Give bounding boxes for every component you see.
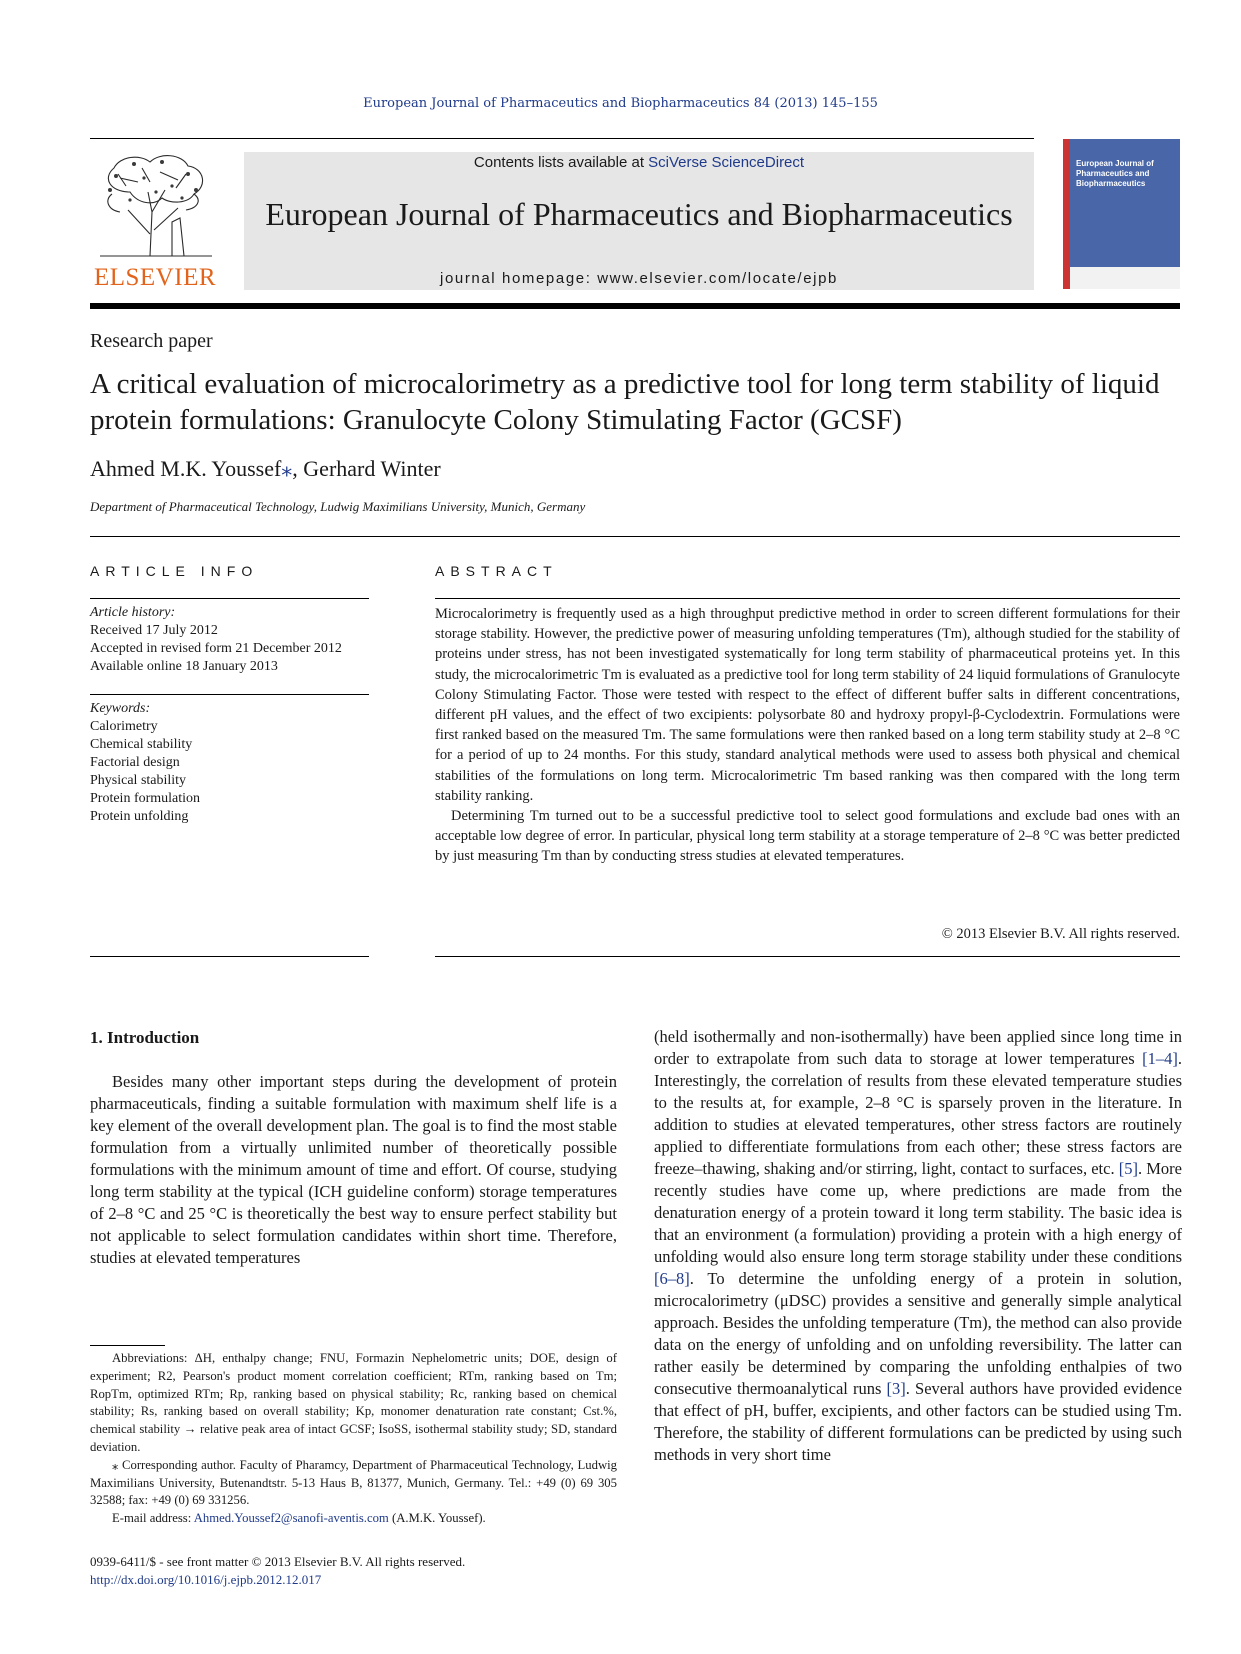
abstract-heading: ABSTRACT [435, 563, 558, 579]
abbreviations-footnote: Abbreviations: ΔH, enthalpy change; FNU, Formazin Nephelometric units; DOE, design of experiment; R2, Pearson's product moment correlation coefficient; RTm, ranking based on Tm; RopTm, optimized RTm; Rp, ranking based on physical stability; Rc, ranking based on chemical stability; Rs, ranking based on overall stability; Kp, monomer denaturation rate constant; Cst.%, chemical stability → relative peak area of intact GCSF; IsoSS, isothermal stability study; SD, standard deviation. [90, 1351, 617, 1454]
author-separator: , [292, 456, 304, 481]
history-label: Article history: [90, 605, 176, 620]
journal-citation[interactable]: European Journal of Pharmaceutics and Biopharmaceutics 84 (2013) 145–155 [363, 96, 878, 111]
footnote-rule [90, 1345, 165, 1346]
section-heading: 1. Introduction [90, 1028, 200, 1047]
journal-banner [244, 152, 1034, 290]
body-paragraph [654, 1026, 1182, 1466]
abstract-body [435, 604, 1180, 867]
keyword: Factorial design [90, 755, 180, 770]
divider [90, 956, 369, 957]
body-text: . Several authors have provided evidence that effect of pH, buffer, excipients, and other factors can be studied using Tm. Therefore, the stability of different formulations can be predicted by using such methods in very short time [654, 1379, 1182, 1464]
divider [435, 598, 1180, 599]
contents-prefix: Contents lists available at [473, 154, 649, 171]
keyword: Chemical stability [90, 737, 193, 752]
publisher-name: ELSEVIER [93, 264, 217, 291]
body-column-left [90, 1071, 617, 1269]
reference-link[interactable]: [1–4] [1142, 1049, 1178, 1068]
keywords-label: Keywords: [90, 701, 151, 716]
article-history [90, 604, 342, 676]
affiliation: Department of Pharmaceutical Technology, Ludwig Maximilians University, Munich, Germany [90, 499, 586, 514]
journal-cover [1063, 139, 1180, 289]
email-footnote [90, 1510, 617, 1528]
corresponding-author-footnote: ⁎ Corresponding author. Faculty of Pharamcy, Department of Pharmaceutical Technology, Ludwig Maximilians University, Butenandtstr. 5-13 Haus B, 81377, Munich, Germany. Tel.: +49 (0) 69 305 32588; fax: +49 (0) 69 331256. [90, 1457, 617, 1508]
issn-line: 0939-6411/$ - see front matter © 2013 Elsevier B.V. All rights reserved. [90, 1554, 466, 1569]
divider [435, 956, 1180, 957]
body-text: . To determine the unfolding energy of a protein in solution, microcalorimetry (μDSC) provides a sensitive and generally simple analytical approach. Besides the unfolding temperature (Tm), the method can also provide data on the energy of unfolding and on unfolding reversibility. The latter can rather easily be determined by comparing the unfolding enthalpies of two consecutive thermoanalytical runs [654, 1269, 1182, 1398]
email-label: E-mail address: [112, 1511, 194, 1526]
article-info-heading: ARTICLE INFO [90, 563, 259, 579]
body-text: (held isothermally and non-isothermally) have been applied since long time in order to extrapolate from such data to storage at lower temperatures [654, 1027, 1182, 1068]
divider [90, 536, 1180, 537]
front-matter-footer [90, 1553, 465, 1589]
body-paragraph: Besides many other important steps during the development of protein pharmaceuticals, finding a suitable formulation with maximum shelf life is a key element of the overall development plan. The goal is to find the most stable formulation from a virtually unlimited number of theoretically possible formulations with the minimum amount of time and effort. Of course, studying long term stability at the typical (ICH guideline conform) storage temperatures of 2–8 °C and 25 °C is theoretically the best way to ensure perfect stability but not applicable to select formulation candidates within short time. Therefore, studies at elevated temperatures [90, 1072, 617, 1267]
keyword: Calorimetry [90, 719, 158, 734]
received-date: Received 17 July 2012 [90, 623, 218, 638]
elsevier-logo [90, 152, 220, 292]
reference-link[interactable]: [3] [886, 1379, 906, 1398]
body-column-right [654, 1026, 1182, 1466]
divider [90, 598, 369, 599]
keywords-block [90, 700, 200, 826]
header-thick-rule [90, 303, 1180, 309]
corresponding-marker[interactable]: ⁎ [281, 456, 293, 481]
keyword: Protein unfolding [90, 809, 189, 824]
accepted-date: Accepted in revised form 21 December 2012 [90, 641, 342, 656]
body-text: . Interestingly, the correlation of results from these elevated temperature studies to the results at, for example, 2–8 °C is sparsely proven in the literature. In addition to studies at elevated temperatures, other stress factors are routinely applied to differentiate formulations from each other; these stress factors are freeze–thawing, shaking and/or stirring, light, contact to surfaces, etc. [654, 1049, 1182, 1178]
email-suffix: (A.M.K. Youssef). [388, 1511, 486, 1526]
header-rule [90, 138, 1034, 139]
author-1: Ahmed M.K. Youssef [90, 456, 282, 481]
online-date: Available online 18 January 2013 [90, 659, 278, 674]
divider [90, 694, 369, 695]
body-text: . More recently studies have come up, where predictions are made from the denaturation energy of a protein toward it long term stability. The basic idea is that an environment (a formulation) providing a protein with a high energy of unfolding would also ensure long term storage stability under these conditions [654, 1159, 1182, 1266]
keyword: Physical stability [90, 773, 187, 788]
author-2: Gerhard Winter [303, 456, 441, 481]
tree-icon [90, 152, 220, 260]
abstract-copyright: © 2013 Elsevier B.V. All rights reserved. [941, 926, 1180, 942]
cover-title: European Journal of Pharmaceutics and Biopharmaceutics [1076, 159, 1154, 188]
author-list [90, 456, 441, 482]
article-title: A critical evaluation of microcalorimetry as a predictive tool for long term stability of liquid protein formulations: Granulocyte Colony Stimulating Factor (GCSF) [90, 368, 1160, 436]
reference-link[interactable]: [5] [1118, 1159, 1138, 1178]
abstract-paragraph: Microcalorimetry is frequently used as a high throughput predictive method in order to screen different formulations for their storage stability. However, the predictive power of measuring unfolding temperatures (Tm), although studied for the stability of proteins under stress, has not been investigated systematically for long term stability of pharmaceutical proteins yet. In this study, the microcalorimetric Tm is evaluated as a predictive tool for long term stability of 24 liquid formulations of Granulocyte Colony Stimulating Factor. Those were tested with respect to the effect of different buffer salts in different concentrations, different pH values, and the effect of two excipients: polysorbate 80 and hydroxy propyl-β-Cyclodextrin. Formulations were first ranked based on the measured Tm. The same formulations were then ranked based on a long term stability study at 2–8 °C for a period of up to 24 months. For this study, standard analytical methods were used to assess both physical and chemical stabilities of the formulations on long term. Microcalorimetric Tm based ranking was then compared with the long term stability ranking. [435, 606, 1180, 804]
keyword: Protein formulation [90, 791, 201, 806]
doi-link[interactable]: http://dx.doi.org/10.1016/j.ejpb.2012.12.017 [90, 1572, 322, 1587]
journal-homepage[interactable]: journal homepage: www.elsevier.com/locate/ejpb [440, 270, 838, 287]
cover-footer [1070, 267, 1180, 289]
contents-line [244, 154, 1034, 171]
article-type: Research paper [90, 330, 213, 352]
email-link[interactable]: Ahmed.Youssef2@sanofi-aventis.com [193, 1511, 389, 1526]
sciencedirect-link[interactable]: SciVerse ScienceDirect [648, 154, 805, 171]
reference-link[interactable]: [6–8] [654, 1269, 690, 1288]
footnotes [90, 1350, 617, 1528]
abstract-paragraph: Determining Tm turned out to be a successful predictive tool to select good formulations and exclude bad ones with an acceptable low degree of error. In particular, physical long term stability at a storage temperature of 2–8 °C was better predicted by just measuring Tm than by conducting stress studies at elevated temperatures. [435, 808, 1180, 865]
journal-title: European Journal of Pharmaceutics and Biopharmaceutics [265, 196, 1013, 232]
